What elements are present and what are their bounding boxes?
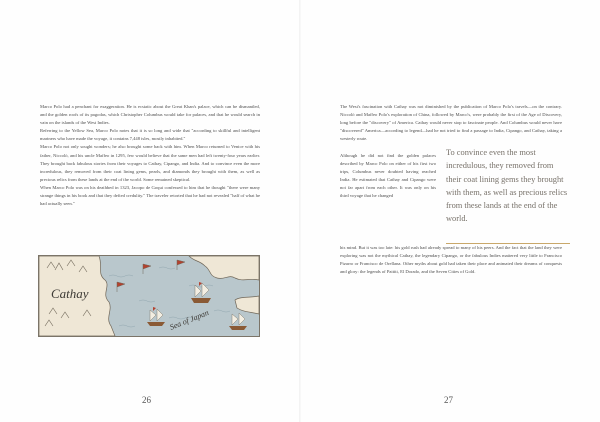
left-paragraph-1: Marco Polo had a penchant for exaggeration. He is ecstatic about the Great Khan's palace, which can be dismantled, and the golden roofs of its pagodas, which Christopher Columbus would take for palaces, and that he would search in vain on the islands of the West Indies.: [40, 104, 260, 126]
right-paragraph-column: Although he did not find the golden palaces described by Marco Polo on either of his first two trips, Columbus never doubted having reached India. He estimated that Cathay and Cipango were not far apart from each other. It was only on his third voyage that he changed: [340, 153, 436, 199]
map-drawing: [39, 256, 259, 336]
page-gutter: [299, 0, 301, 422]
antique-map-illustration: [38, 255, 260, 337]
pull-quote: To convince even the most incredulous, they removed from their coat lining gems they brought with them, as well as precious relics from these lands at the end of the world.: [446, 148, 568, 224]
left-paragraph-3: Marco Polo not only sought wonders; he also brought some back with him. When Marco returned to Venice with his father, Niccolò, and his uncle Maffeo in 1295, few would believe that the same men had left twenty-four years earlier. They brought back fabulous stories from their voyages to Cathay, Cipango, and India. And to convince even the more incredulous, they removed from their coat lining gems, pearls, and diamonds they brought with them, as well as precious relics from these lands at the end of the world. Some remained skeptical.: [40, 144, 260, 182]
right-page-column-text: [340, 152, 436, 201]
map-label-sea: Sea of Japan: [168, 308, 211, 332]
left-page-body: [40, 103, 260, 208]
right-page-bottom-text: [340, 244, 562, 276]
page-number-left: 26: [142, 395, 151, 405]
map-label-cathay: Cathay: [51, 286, 89, 301]
left-paragraph-2: Referring to the Yellow Sea, Marco Polo notes that it is so long and wide that "according to skillful and intelligent mariners who have made the voyage, it contains 7,448 isles, mostly inhabited.": [40, 128, 260, 142]
page-number-right: 27: [444, 395, 453, 405]
right-paragraph-top: The West's fascination with Cathay was not diminished by the publication of Marco Polo's travels—on the contrary. Niccolò and Maffeo Polo's exploration of China, followed by Marco's, were probably the first of the Age of Discovery, long before the "discovery" of America. Cathay would never stop to fascinate people. And Columbus would never have "discovered" America—according to legend—had he not tried to find a passage to India, Cipango, and Cathay, taking a westerly route.: [340, 104, 562, 142]
right-paragraph-bottom: his mind. But it was too late: his gold rush had already spread to many of his peers. And the fact that the land they were exploring was not the mythical Cathay, the legendary Cipango, or the fabulous Indies mattered very little to Francisco Pizarro or Francisco de Orellana. Other myths about gold had taken their place and animated their dreams of conquests and glory: the legends of Paititi, El Dorado, and the Seven Cities of Gold.: [340, 245, 562, 275]
left-paragraph-4: When Marco Polo was on his deathbed in 1323, Jacopo de Goqui confessed to him that he thought "there were many strange things in his book and that they defied credulity." The traveler retorted that he had not revealed "half of what he had actually seen.": [40, 184, 260, 207]
right-page-top-text: [340, 103, 562, 143]
